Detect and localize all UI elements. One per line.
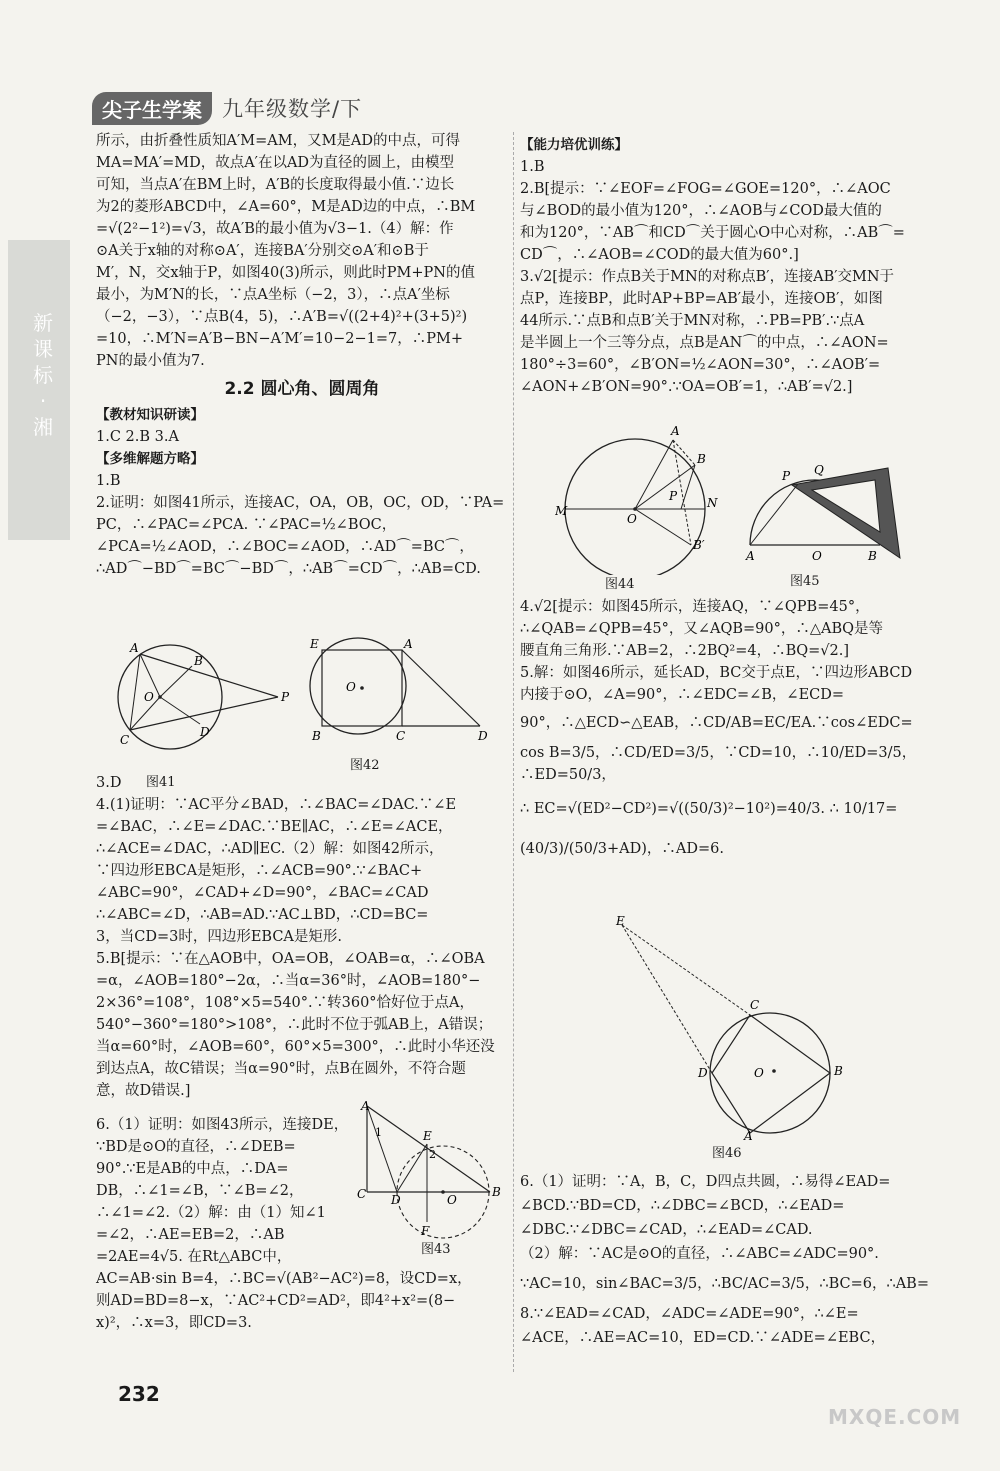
text-line: DB，∴∠1=∠B，∵∠B=∠2， xyxy=(96,1183,304,1199)
text-line: 3.√2[提示：作点B关于MN的对称点B′，连接AB′交MN于 xyxy=(520,269,895,285)
text-line: =α，∠AOB=180°−2α，∴当α=36°时，∠AOB=180°− xyxy=(96,973,481,989)
left-block-5 xyxy=(96,1268,508,1334)
fig42-label: A xyxy=(404,637,413,651)
text-line: 最小，为M′N的长，∵点A坐标（−2，3），∴点A′坐标 xyxy=(96,287,450,303)
fig45-label: O xyxy=(812,549,822,563)
left-block-1 xyxy=(96,130,508,372)
figure-45-diagram xyxy=(740,460,920,570)
left-block-4 xyxy=(96,1114,356,1268)
text-line: ∵四边形EBCA是矩形，∴∠ACB=90°.∵∠BAC+ xyxy=(96,863,423,879)
text-line: 1.C 2.B 3.A xyxy=(96,429,179,445)
heading: 【能力培优训练】 xyxy=(520,137,628,153)
side-tab-text: 新课标·湘 xyxy=(33,311,53,439)
text-line: 当α=60°时，∠AOB=60°，60°×5=300°，∴此时小华还没 xyxy=(96,1039,495,1055)
text-line: 2.证明：如图41所示，连接AC，OA，OB，OC，OD，∵PA= xyxy=(96,495,505,511)
text-line: ∴∠QAB=∠QPB=45°，又∠AQB=90°，∴△ABQ是等 xyxy=(520,621,884,637)
right-block-2 xyxy=(520,596,935,860)
left-block-3 xyxy=(96,772,508,1102)
left-column xyxy=(96,130,508,580)
text-line: 点P，连接BP，此时AP+BP=AB′最小，连接OB′，如图 xyxy=(520,291,883,307)
text-line: ∴∠ACE=∠DAC，∴AD∥EC.（2）解：如图42所示， xyxy=(96,841,444,857)
figure-42 xyxy=(300,636,500,773)
figure-41-diagram xyxy=(108,640,298,775)
text-line: x)²，∴x=3，即CD=3. xyxy=(96,1315,252,1331)
text-line: 和为120°，∵AB⌒和CD⌒关于圆心O中心对称，∴AB⌒= xyxy=(520,225,905,241)
text-line: AC=AB·sin B=4，∴BC=√(AB²−AC²)=8，设CD=x， xyxy=(96,1271,472,1287)
figure-43 xyxy=(355,1100,505,1257)
fig44-label: P xyxy=(669,489,678,503)
figure-42-diagram xyxy=(300,636,500,746)
right-block-1 xyxy=(520,134,935,398)
fig42-label: E xyxy=(310,637,319,651)
text-line: 意，故D错误.] xyxy=(96,1083,191,1099)
text-line: =∠BAC，∴∠E=∠DAC.∵BE∥AC，∴∠E=∠ACE， xyxy=(96,819,453,835)
fig46-label: D xyxy=(698,1066,708,1080)
fig44-label: O xyxy=(627,512,637,526)
fig45-label: P xyxy=(782,469,791,483)
fig44-label: B xyxy=(697,452,706,466)
figure-43-diagram xyxy=(355,1100,505,1240)
text-line: 5.B[提示：∵在△AOB中，OA=OB，∠OAB=α，∴∠OBA xyxy=(96,951,485,967)
figure-45 xyxy=(740,460,920,589)
fig43-label: F xyxy=(421,1224,430,1238)
text-line: 2×36°=108°，108°×5=540°.∵转360°恰好位于点A， xyxy=(96,995,475,1011)
fig46-label: O xyxy=(754,1066,764,1080)
text-line: ∠AON+∠B′ON=90°.∵OA=OB′=1，∴AB′=√2.] xyxy=(520,379,853,395)
text-line: 8.∵∠EAD=∠CAD，∠ADC=∠ADE=90°，∴∠E= xyxy=(520,1306,859,1322)
text-line: 为2的菱形ABCD中，∠A=60°，M是AD边的中点，∴BM xyxy=(96,199,476,215)
figure-44-caption: 图44 xyxy=(605,577,635,592)
text-line: 可知，当点A′在BM上时，A′B的长度取得最小值.∵边长 xyxy=(96,177,455,193)
section-title: 2.2 圆心角、圆周角 xyxy=(224,379,380,399)
text-line: 540°−360°=180°>108°，∴此时不位于弧AB上，A错误； xyxy=(96,1017,493,1033)
fig42-label: B xyxy=(312,729,321,743)
text-line: 所示，由折叠性质知A′M=AM，又M是AD的中点，可得 xyxy=(96,133,461,149)
figure-43-caption: 图43 xyxy=(421,1242,451,1257)
fig46-label: A xyxy=(744,1129,753,1140)
figure-46 xyxy=(610,915,850,1161)
fig42-label: D xyxy=(478,729,488,743)
fig46-label: E xyxy=(616,915,625,928)
fig42-label: C xyxy=(396,729,406,743)
figure-46-caption: 图46 xyxy=(712,1146,742,1161)
text-line: PN的最小值为7. xyxy=(96,353,205,369)
text-line: 与∠BOD的最小值为120°，∴∠AOB与∠COD最大值的 xyxy=(520,203,882,219)
text-line: 6.（1）证明：如图43所示，连接DE， xyxy=(96,1117,349,1133)
fig46-label: B xyxy=(834,1064,843,1078)
heading: 【多维解题方略】 xyxy=(96,451,204,467)
side-tab xyxy=(8,240,70,540)
fig41-label: A xyxy=(130,641,139,655)
text-line: 5.解：如图46所示，延长AD，BC交于点E，∵四边形ABCD xyxy=(520,665,913,681)
text-line: 4.√2[提示：如图45所示，连接AQ，∵∠QPB=45°， xyxy=(520,599,870,615)
figure-44-diagram xyxy=(555,425,725,575)
figure-42-caption: 图42 xyxy=(350,758,380,773)
fig41-label: B xyxy=(194,654,203,668)
text-line: 内接于⊙O，∠A=90°，∴∠EDC=∠B，∠ECD= xyxy=(520,687,845,703)
header-subtitle: 九年级数学/下 xyxy=(222,97,363,121)
figure-45-caption: 图45 xyxy=(790,574,820,589)
text-line: 4.(1)证明：∵AC平分∠BAD，∴∠BAC=∠DAC.∵∠E xyxy=(96,797,457,813)
column-divider xyxy=(513,132,514,1372)
fig44-label: M xyxy=(555,504,568,518)
text-line: ∠BCD.∵BD=CD，∴∠DBC=∠BCD，∴∠EAD= xyxy=(520,1198,845,1214)
text-line: ∴∠1=∠2.（2）解：由（1）知∠1 xyxy=(96,1205,326,1221)
fig45-label: B xyxy=(868,549,877,563)
text-line: 3，当CD=3时，四边形EBCA是矩形. xyxy=(96,929,343,945)
text-line: ∴∠ABC=∠D，∴AB=AD.∵AC⊥BD，∴CD=BC= xyxy=(96,907,429,923)
figure-41-caption: 图41 xyxy=(146,775,176,790)
text-line: ∠PCA=½∠AOD，∴∠BOC=∠AOD，∴AD⌒=BC⌒， xyxy=(96,539,474,555)
fig43-label: D xyxy=(391,1193,401,1207)
figure-41 xyxy=(108,640,298,790)
left-block-2 xyxy=(96,404,508,580)
fig43-label: O xyxy=(447,1193,457,1207)
watermark: MXQE.COM xyxy=(828,1405,962,1429)
text-line: =2AE=4√5. 在Rt△ABC中， xyxy=(96,1249,292,1265)
fig43-label: 1 xyxy=(375,1126,382,1139)
text-line: MA=MA′=MD，故点A′在以AD为直径的圆上，由模型 xyxy=(96,155,455,171)
fig41-label: O xyxy=(144,690,154,704)
text-line: 2.B[提示：∵∠EOF=∠FOG=∠GOE=120°，∴∠AOC xyxy=(520,181,891,197)
fig41-label: C xyxy=(120,733,130,747)
text-line: ∵AC=10，sin∠BAC=3/5，∴BC/AC=3/5，∴BC=6，∴AB= xyxy=(520,1276,929,1292)
fig43-label: A xyxy=(361,1100,370,1113)
text-line: M′，N，交x轴于P，如图40(3)所示，则此时PM+PN的值 xyxy=(96,265,475,281)
fig41-label: P xyxy=(281,690,290,704)
brand-logo: 尖子生学案 xyxy=(92,92,212,125)
text-line: 90°，∴△ECD∽△EAB，∴CD/AB=EC/EA.∵cos∠EDC= xyxy=(520,715,913,731)
fig43-label: C xyxy=(357,1187,367,1201)
fig43-label: E xyxy=(423,1129,432,1143)
heading: 【教材知识研读】 xyxy=(96,407,204,423)
page-header xyxy=(92,92,362,124)
text-line: 1.B xyxy=(520,159,545,175)
text-line: cos B=3/5，∴CD/ED=3/5，∵CD=10，∴10/ED=3/5，∴ED=50/3， xyxy=(520,745,917,783)
text-line: 180°÷3=60°，∠B′ON=½∠AON=30°，∴∠AOB′= xyxy=(520,357,881,373)
fig44-label: B′ xyxy=(693,538,705,552)
text-line: ∴ EC=√(ED²−CD²)=√((50/3)²−10²)=40/3. ∴ 10/17= xyxy=(520,801,898,817)
fig43-label: 2 xyxy=(429,1148,436,1161)
text-line: =√(2²−1²)=√3，故A′B的最小值为√3−1.（4）解：作 xyxy=(96,221,454,237)
fig41-label: D xyxy=(200,725,210,739)
text-line: 到达点A，故C错误；当α=90°时，点B在圆外，不符合题 xyxy=(96,1061,466,1077)
text-line: 6.（1）证明：∵A，B，C，D四点共圆，∴易得∠EAD= xyxy=(520,1174,891,1190)
fig45-label: A xyxy=(746,549,755,563)
fig46-label: C xyxy=(750,998,760,1012)
text-line: 3.D xyxy=(96,775,122,791)
text-line: 则AD=BD=8−x，∵AC²+CD²=AD²，即4²+x²=(8− xyxy=(96,1293,456,1309)
text-line: PC，∴∠PAC=∠PCA. ∵∠PAC=½∠BOC， xyxy=(96,517,397,533)
right-block-3 xyxy=(520,1170,935,1350)
text-line: 是半圆上一个三等分点，点B是AN⌒的中点，∴∠AON= xyxy=(520,335,889,351)
fig44-label: N xyxy=(707,496,718,510)
text-line: ⊙A关于x轴的对称⊙A′，连接BA′分别交⊙A′和⊙B于 xyxy=(96,243,429,259)
figure-44 xyxy=(555,425,725,592)
text-line: ∴AD⌒−BD⌒=BC⌒−BD⌒，∴AB⌒=CD⌒，∴AB=CD. xyxy=(96,561,481,577)
text-line: ∠ACE，∴AE=AC=10，ED=CD.∵∠ADE=∠EBC， xyxy=(520,1330,886,1346)
fig43-label: B xyxy=(492,1185,501,1199)
text-line: CD⌒，∴∠AOB=∠COD的最大值为60°.] xyxy=(520,247,799,263)
text-line: （−2，−3），∵点B(4，5)，∴A′B=√((2+4)²+(3+5)²) xyxy=(96,309,468,325)
text-line: ∠DBC.∵∠DBC=∠CAD，∴∠EAD=∠CAD. xyxy=(520,1222,813,1238)
page-number: 232 xyxy=(118,1382,160,1406)
fig42-label: O xyxy=(346,680,356,694)
text-line: （2）解：∵AC是⊙O的直径，∴∠ABC=∠ADC=90°. xyxy=(520,1246,879,1262)
text-line: =∠2，∴AE=EB=2，∴AB xyxy=(96,1227,285,1243)
fig45-label: Q xyxy=(814,463,824,477)
text-line: 90°.∵E是AB的中点，∴DA= xyxy=(96,1161,289,1177)
text-line: =10，∴M′N=A′B−BN−A′M′=10−2−1=7，∴PM+ xyxy=(96,331,464,347)
text-line: 1.B xyxy=(96,473,121,489)
text-line: 腰直角三角形.∵AB=2，∴2BQ²=4，∴BQ=√2.] xyxy=(520,643,849,659)
text-line: 44所示.∵点B和点B′关于MN对称，∴PB=PB′.∵点A xyxy=(520,313,865,329)
text-line: ∵BD是⊙O的直径，∴∠DEB= xyxy=(96,1139,296,1155)
fig44-label: A xyxy=(671,425,680,438)
figure-46-diagram xyxy=(610,915,850,1140)
text-line: ∠ABC=90°，∠CAD+∠D=90°，∠BAC=∠CAD xyxy=(96,885,429,901)
text-line: (40/3)/(50/3+AD)，∴AD=6. xyxy=(520,841,724,857)
